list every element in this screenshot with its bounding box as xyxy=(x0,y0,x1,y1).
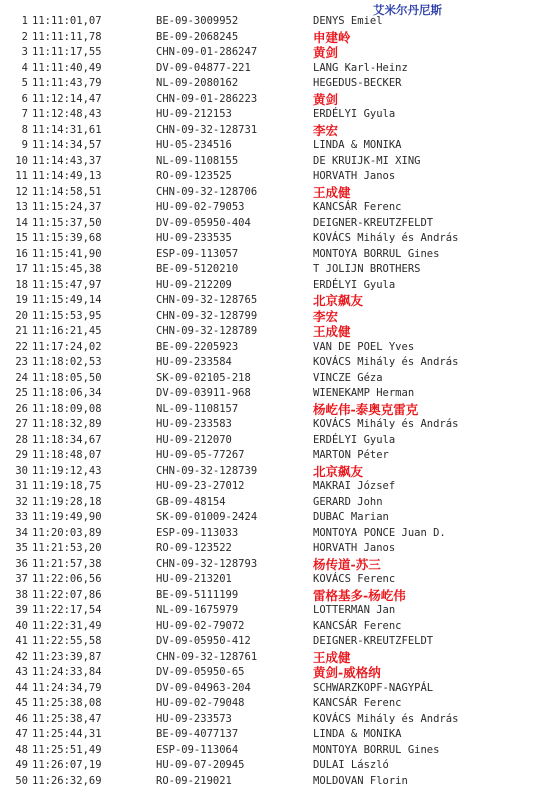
rank-number: 10 xyxy=(15,154,28,167)
ring-number: HU-09-233583 xyxy=(156,418,232,430)
ring-number: CHN-09-01-286223 xyxy=(156,92,258,105)
arrival-time: 11:26:32,69 xyxy=(32,774,102,787)
ring-number: BE-09-5120210 xyxy=(156,263,239,275)
arrival-time: 11:16:21,45 xyxy=(32,325,102,337)
rank-number: 37 xyxy=(15,573,28,585)
arrival-time: 11:19:28,18 xyxy=(32,495,102,508)
rank-number: 34 xyxy=(15,526,28,539)
list-item xyxy=(0,557,540,573)
owner-name: DE KRUIJK-MI XING xyxy=(313,154,421,167)
arrival-time: 11:19:12,43 xyxy=(32,464,102,477)
owner-name: LINDA & MONIKA xyxy=(313,139,402,151)
owner-name: 北京飙友 xyxy=(313,293,364,308)
arrival-time: 11:25:44,31 xyxy=(32,728,102,740)
ring-number: RO-09-219021 xyxy=(156,774,232,787)
owner-name: 雷格基多-杨屹伟 xyxy=(313,587,406,603)
list-item xyxy=(0,123,540,139)
owner-name: VAN DE POEL Yves xyxy=(313,340,415,353)
owner-name: HORVATH Janos xyxy=(313,170,396,182)
owner-name: KANCSÁR Ferenc xyxy=(313,619,402,632)
rank-number: 29 xyxy=(15,449,28,461)
list-item xyxy=(0,402,540,418)
rank-number: 12 xyxy=(15,185,28,198)
arrival-time: 11:11:01,07 xyxy=(32,15,102,27)
list-item xyxy=(0,278,540,294)
list-item xyxy=(0,262,540,278)
list-item xyxy=(0,526,540,542)
ring-number: HU-09-233573 xyxy=(156,712,232,725)
list-item xyxy=(0,417,540,433)
rank-number: 3 xyxy=(21,46,28,58)
rank-number: 24 xyxy=(15,371,28,384)
ring-number: DV-09-05950-412 xyxy=(156,635,251,647)
ring-number: HU-09-07-20945 xyxy=(156,759,245,771)
arrival-time: 11:15:37,50 xyxy=(32,216,102,229)
header-note: 艾米尔丹尼斯 xyxy=(373,3,442,17)
owner-name: DEIGNER-KREUTZFELDT xyxy=(313,216,434,229)
ring-number: HU-09-233535 xyxy=(156,232,232,244)
rank-number: 2 xyxy=(21,30,28,43)
rank-number: 22 xyxy=(15,340,28,353)
owner-name: LOTTERMAN Jan xyxy=(313,604,396,616)
arrival-time: 11:21:53,20 xyxy=(32,542,102,554)
arrival-time: 11:15:24,37 xyxy=(32,201,102,213)
arrival-time: 11:14:31,61 xyxy=(32,123,102,136)
arrival-time: 11:18:34,67 xyxy=(32,433,102,446)
owner-name: VINCZE Géza xyxy=(313,371,383,384)
owner-name: GERARD John xyxy=(313,495,383,508)
list-item xyxy=(0,495,540,511)
rank-number: 13 xyxy=(15,201,28,213)
ring-number: HU-09-05-77267 xyxy=(156,449,245,461)
ring-number: HU-09-212209 xyxy=(156,278,232,291)
rank-number: 14 xyxy=(15,216,28,229)
rank-number: 41 xyxy=(15,635,28,647)
list-item xyxy=(0,340,540,356)
list-item xyxy=(0,247,540,263)
arrival-time: 11:24:34,79 xyxy=(32,681,102,694)
owner-name: MOLDOVAN Florin xyxy=(313,774,408,787)
arrival-time: 11:15:53,95 xyxy=(32,309,102,322)
owner-name: MONTOYA BORRUL Gines xyxy=(313,247,440,260)
owner-name: 黄剑-威格纳 xyxy=(313,665,381,680)
rank-number: 48 xyxy=(15,743,28,756)
owner-name: 黄剑 xyxy=(313,91,339,107)
list-item xyxy=(0,448,540,464)
rank-number: 8 xyxy=(21,123,28,136)
arrival-time: 11:14:34,57 xyxy=(32,139,102,151)
ring-number: RO-09-123525 xyxy=(156,170,232,182)
ring-number: NL-09-1675979 xyxy=(156,604,239,616)
owner-name: DEIGNER-KREUTZFELDT xyxy=(313,635,434,647)
rank-number: 16 xyxy=(15,247,28,260)
ring-number: GB-09-48154 xyxy=(156,495,226,508)
results-list xyxy=(0,14,540,789)
rank-number: 36 xyxy=(15,557,28,570)
rank-number: 21 xyxy=(15,325,28,337)
owner-name: 杨屹伟-泰奥克雷克 xyxy=(313,401,419,417)
list-item xyxy=(0,433,540,449)
owner-name: DULAI László xyxy=(313,759,389,771)
list-item xyxy=(0,743,540,759)
owner-name: KOVÁCS Mihály és András xyxy=(313,356,459,368)
ring-number: HU-05-234516 xyxy=(156,139,232,151)
owner-name: ERDÉLYI Gyula xyxy=(313,433,396,446)
rank-number: 49 xyxy=(15,759,28,771)
arrival-time: 11:15:45,38 xyxy=(32,263,102,275)
rank-number: 15 xyxy=(15,232,28,244)
list-item xyxy=(0,169,540,185)
arrival-time: 11:23:39,87 xyxy=(32,650,102,663)
list-item xyxy=(0,479,540,495)
list-item xyxy=(0,200,540,216)
arrival-time: 11:18:09,08 xyxy=(32,402,102,415)
list-item xyxy=(0,355,540,371)
list-item xyxy=(0,14,540,30)
rank-number: 20 xyxy=(15,309,28,322)
arrival-time: 11:18:02,53 xyxy=(32,356,102,368)
rank-number: 23 xyxy=(15,356,28,368)
arrival-time: 11:18:32,89 xyxy=(32,418,102,430)
ring-number: NL-09-2080162 xyxy=(156,77,239,89)
owner-name: HEGEDUS-BECKER xyxy=(313,77,402,89)
owner-name: MONTOYA BORRUL Gines xyxy=(313,743,440,756)
rank-number: 19 xyxy=(15,294,28,306)
rank-number: 6 xyxy=(21,92,28,105)
owner-name: MAKRAI József xyxy=(313,480,396,492)
owner-name: KANCSÁR Ferenc xyxy=(313,697,402,709)
arrival-time: 11:12:48,43 xyxy=(32,108,102,120)
arrival-time: 11:25:51,49 xyxy=(32,743,102,756)
arrival-time: 11:26:07,19 xyxy=(32,759,102,771)
owner-name: KANCSÁR Ferenc xyxy=(313,201,402,213)
rank-number: 42 xyxy=(15,650,28,663)
ring-number: DV-09-05950-404 xyxy=(156,216,251,229)
list-item xyxy=(0,61,540,77)
arrival-time: 11:25:38,08 xyxy=(32,697,102,709)
arrival-time: 11:11:11,78 xyxy=(32,30,102,43)
owner-name: KOVÁCS Mihály és András xyxy=(313,418,459,430)
ring-number: BE-09-5111199 xyxy=(156,588,239,601)
ring-number: HU-09-233584 xyxy=(156,356,232,368)
ring-number: ESP-09-113064 xyxy=(156,743,239,756)
ring-number: CHN-09-32-128739 xyxy=(156,464,258,477)
owner-name: WIENEKAMP Herman xyxy=(313,387,415,399)
rank-number: 7 xyxy=(21,108,28,120)
ring-number: CHN-09-32-128793 xyxy=(156,557,258,570)
owner-name: 王成健 xyxy=(313,184,351,200)
rank-number: 28 xyxy=(15,433,28,446)
list-item xyxy=(0,696,540,712)
rank-number: 26 xyxy=(15,402,28,415)
ring-number: BE-09-3009952 xyxy=(156,15,239,27)
owner-name: KOVÁCS Mihály és András xyxy=(313,712,459,725)
ring-number: BE-09-2068245 xyxy=(156,30,239,43)
list-item xyxy=(0,650,540,666)
ring-number: HU-09-212070 xyxy=(156,433,232,446)
owner-name: 北京飙友 xyxy=(313,463,364,479)
rank-number: 32 xyxy=(15,495,28,508)
arrival-time: 11:22:55,58 xyxy=(32,635,102,647)
rank-number: 44 xyxy=(15,681,28,694)
arrival-time: 11:21:57,38 xyxy=(32,557,102,570)
ring-number: BE-09-4077137 xyxy=(156,728,239,740)
list-item xyxy=(0,541,540,557)
ring-number: CHN-09-32-128761 xyxy=(156,650,258,663)
list-item xyxy=(0,712,540,728)
owner-name: 李宏 xyxy=(313,308,339,324)
owner-name: ERDÉLYI Gyula xyxy=(313,278,396,291)
arrival-time: 11:15:41,90 xyxy=(32,247,102,260)
list-item xyxy=(0,231,540,247)
rank-number: 39 xyxy=(15,604,28,616)
list-item xyxy=(0,185,540,201)
list-item xyxy=(0,727,540,743)
ring-number: CHN-09-01-286247 xyxy=(156,46,258,58)
list-item xyxy=(0,758,540,774)
arrival-time: 11:14:58,51 xyxy=(32,185,102,198)
ring-number: CHN-09-32-128799 xyxy=(156,309,258,322)
ring-number: CHN-09-32-128789 xyxy=(156,325,258,337)
ring-number: SK-09-01009-2424 xyxy=(156,511,258,523)
arrival-time: 11:15:47,97 xyxy=(32,278,102,291)
list-item xyxy=(0,92,540,108)
ring-number: HU-09-23-27012 xyxy=(156,480,245,492)
arrival-time: 11:22:17,54 xyxy=(32,604,102,616)
ring-number: HU-09-02-79053 xyxy=(156,201,245,213)
ring-number: HU-09-213201 xyxy=(156,573,232,585)
rank-number: 35 xyxy=(15,542,28,554)
ring-number: CHN-09-32-128731 xyxy=(156,123,258,136)
rank-number: 11 xyxy=(15,170,28,182)
rank-number: 25 xyxy=(15,387,28,399)
list-item xyxy=(0,588,540,604)
arrival-time: 11:15:39,68 xyxy=(32,232,102,244)
list-item xyxy=(0,76,540,92)
rank-number: 9 xyxy=(21,139,28,151)
arrival-time: 11:18:05,50 xyxy=(32,371,102,384)
list-item xyxy=(0,45,540,61)
ring-number: HU-09-02-79072 xyxy=(156,619,245,632)
list-item xyxy=(0,216,540,232)
arrival-time: 11:25:38,47 xyxy=(32,712,102,725)
arrival-time: 11:15:49,14 xyxy=(32,294,102,306)
ring-number: SK-09-02105-218 xyxy=(156,371,251,384)
owner-name: 申建岭 xyxy=(313,29,351,45)
ring-number: ESP-09-113033 xyxy=(156,526,239,539)
owner-name: 杨传道-苏三 xyxy=(313,556,381,572)
list-item xyxy=(0,572,540,588)
ring-number: ESP-09-113057 xyxy=(156,247,239,260)
arrival-time: 11:11:17,55 xyxy=(32,46,102,58)
list-item xyxy=(0,107,540,123)
arrival-time: 11:22:31,49 xyxy=(32,619,102,632)
list-item xyxy=(0,309,540,325)
rank-number: 50 xyxy=(15,774,28,787)
arrival-time: 11:11:40,49 xyxy=(32,61,102,74)
list-item xyxy=(0,138,540,154)
rank-number: 46 xyxy=(15,712,28,725)
arrival-time: 11:24:33,84 xyxy=(32,666,102,678)
arrival-time: 11:19:18,75 xyxy=(32,480,102,492)
ring-number: CHN-09-32-128706 xyxy=(156,185,258,198)
ring-number: HU-09-02-79048 xyxy=(156,697,245,709)
rank-number: 33 xyxy=(15,511,28,523)
rank-number: 45 xyxy=(15,697,28,709)
arrival-time: 11:22:06,56 xyxy=(32,573,102,585)
list-item xyxy=(0,665,540,681)
rank-number: 17 xyxy=(15,263,28,275)
ring-number: DV-09-05950-65 xyxy=(156,666,245,678)
ring-number: NL-09-1108155 xyxy=(156,154,239,167)
owner-name: 王成健 xyxy=(313,649,351,665)
arrival-time: 11:12:14,47 xyxy=(32,92,102,105)
owner-name: MARTON Péter xyxy=(313,449,389,461)
list-item xyxy=(0,293,540,309)
list-item xyxy=(0,464,540,480)
owner-name: HORVATH Janos xyxy=(313,542,396,554)
ring-number: DV-09-04963-204 xyxy=(156,681,251,694)
arrival-time: 11:11:43,79 xyxy=(32,77,102,89)
ring-number: RO-09-123522 xyxy=(156,542,232,554)
rank-number: 27 xyxy=(15,418,28,430)
arrival-time: 11:20:03,89 xyxy=(32,526,102,539)
rank-number: 31 xyxy=(15,480,28,492)
list-item xyxy=(0,619,540,635)
arrival-time: 11:14:43,37 xyxy=(32,154,102,167)
rank-number: 1 xyxy=(21,15,28,27)
list-item xyxy=(0,603,540,619)
rank-number: 4 xyxy=(21,61,28,74)
owner-name: DUBAC Marian xyxy=(313,511,389,523)
rank-number: 43 xyxy=(15,666,28,678)
arrival-time: 11:17:24,02 xyxy=(32,340,102,353)
list-item xyxy=(0,681,540,697)
owner-name: SCHWARZKOPF-NAGYPÁL xyxy=(313,681,434,694)
owner-name: KOVÁCS Ferenc xyxy=(313,573,396,585)
ring-number: HU-09-212153 xyxy=(156,108,232,120)
owner-name: KOVÁCS Mihály és András xyxy=(313,232,459,244)
ring-number: CHN-09-32-128765 xyxy=(156,294,258,306)
rank-number: 38 xyxy=(15,588,28,601)
ring-number: DV-09-03911-968 xyxy=(156,387,251,399)
rank-number: 18 xyxy=(15,278,28,291)
owner-name: MONTOYA PONCE Juan D. xyxy=(313,526,446,539)
list-item xyxy=(0,30,540,46)
owner-name: 黄剑 xyxy=(313,45,339,60)
owner-name: T JOLIJN BROTHERS xyxy=(313,263,421,275)
list-item xyxy=(0,510,540,526)
rank-number: 30 xyxy=(15,464,28,477)
arrival-time: 11:22:07,86 xyxy=(32,588,102,601)
ring-number: NL-09-1108157 xyxy=(156,402,239,415)
arrival-time: 11:18:48,07 xyxy=(32,449,102,461)
list-item xyxy=(0,154,540,170)
ring-number: DV-09-04877-221 xyxy=(156,61,251,74)
list-item xyxy=(0,634,540,650)
list-item xyxy=(0,324,540,340)
owner-name: 李宏 xyxy=(313,122,339,138)
list-item xyxy=(0,386,540,402)
owner-name: ERDÉLYI Gyula xyxy=(313,108,396,120)
rank-number: 5 xyxy=(21,77,28,89)
arrival-time: 11:18:06,34 xyxy=(32,387,102,399)
ring-number: BE-09-2205923 xyxy=(156,340,239,353)
list-item xyxy=(0,774,540,790)
arrival-time: 11:14:49,13 xyxy=(32,170,102,182)
rank-number: 40 xyxy=(15,619,28,632)
rank-number: 47 xyxy=(15,728,28,740)
owner-name: LANG Karl-Heinz xyxy=(313,61,408,74)
owner-name: 王成健 xyxy=(313,324,351,339)
list-item xyxy=(0,371,540,387)
arrival-time: 11:19:49,90 xyxy=(32,511,102,523)
owner-name: DENYS Emiel xyxy=(313,15,383,27)
owner-name: LINDA & MONIKA xyxy=(313,728,402,740)
